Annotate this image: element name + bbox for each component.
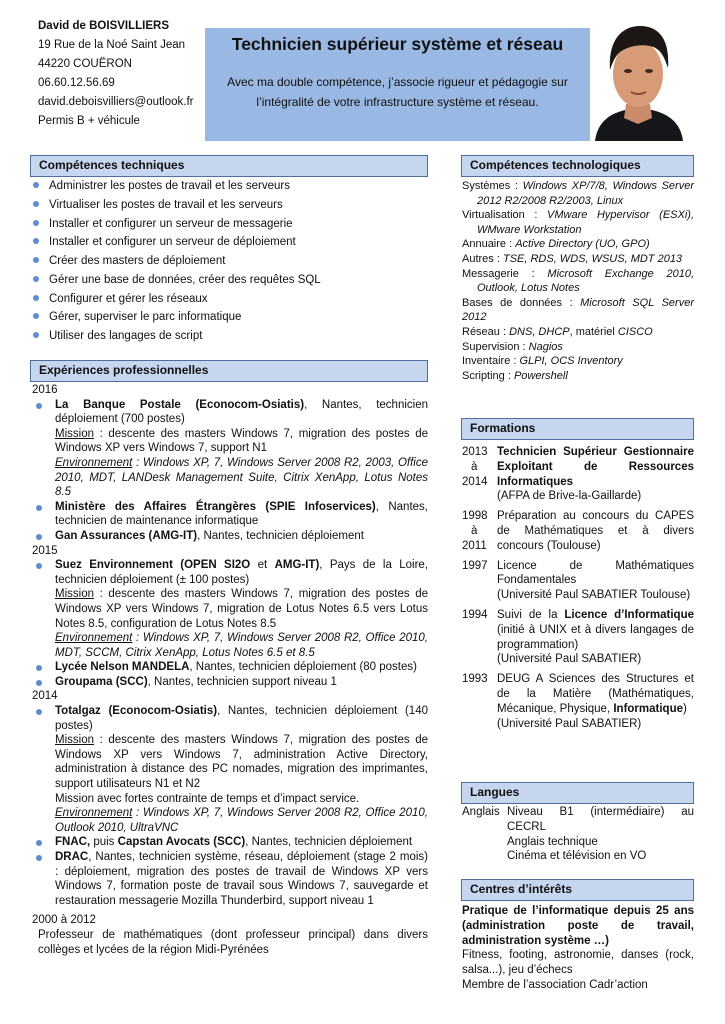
formation-place: (Université Paul SABATIER): [497, 717, 642, 730]
environment-label: Environnement: [55, 456, 133, 469]
tech-value: DNS, DHCP: [509, 325, 570, 338]
environment-label: Environnement: [55, 632, 133, 645]
tech-extra: , matériel: [569, 325, 618, 338]
interest-main: Pratique de l’informatique depuis 25 ans (administration poste de travail, administration système …): [462, 905, 694, 947]
address-line-2: 44220 COUËRON: [38, 58, 132, 70]
tech-label: Virtualisation :: [462, 209, 548, 222]
langues-block: [462, 805, 694, 864]
tech-label: Annuaire :: [462, 238, 516, 251]
interests-block: [462, 904, 694, 993]
portrait-image: [590, 18, 687, 141]
tech-row: [462, 208, 694, 237]
formation-year: 1997: [462, 559, 488, 572]
tech-row: [462, 252, 694, 267]
job-role: , Nantes, technicien de maintenance informatique: [55, 500, 428, 528]
section-heading-technologies: Compétences technologiques: [461, 155, 694, 177]
tech-label: Inventaire :: [462, 355, 520, 368]
driving-license: Permis B + véhicule: [38, 115, 140, 127]
mission-label: Mission: [55, 427, 94, 440]
person-name: David de BOISVILLIERS: [38, 20, 169, 32]
mission-label: Mission: [55, 734, 94, 747]
company-name: Lycée Nelson MANDELA: [55, 661, 190, 674]
tech-row: [462, 296, 694, 325]
language-level: Niveau B1 (intermédiaire) au CECRL: [507, 806, 694, 833]
tech-value: Microsoft SQL Server 2012: [462, 296, 694, 324]
year-label: 2014: [32, 690, 58, 703]
experience-item: [32, 675, 428, 690]
tech-row: [462, 237, 694, 252]
formation-place: (AFPA de Brive-la-Gaillarde): [497, 490, 642, 503]
formation-title: Informatique: [613, 702, 683, 715]
list-item: Installer et configurer un serveur de déploiement: [32, 233, 428, 252]
section-heading-experiences: Expériences professionnelles: [30, 360, 428, 382]
section-heading-formations: Formations: [461, 418, 694, 440]
conjunction: puis: [90, 836, 118, 849]
mission-note: Mission avec fortes contrainte de temps et d’impact service.: [55, 792, 360, 805]
tech-label: Supervision :: [462, 340, 529, 353]
experience-item: [32, 500, 428, 529]
competences-list: [32, 177, 428, 346]
list-item: Créer des masters de déploiement: [32, 252, 428, 271]
tech-label: Bases de données :: [462, 296, 581, 309]
formation-text: ): [683, 702, 687, 715]
tech-value: Nagios: [528, 340, 563, 353]
company-name-2: AMG-IT): [274, 559, 320, 572]
formation-year: 1998: [462, 510, 488, 523]
formation-place: (Université Paul SABATIER Toulouse): [497, 589, 691, 602]
environment-label: Environnement: [55, 807, 133, 820]
profile-photo: [590, 18, 687, 141]
formation-title: Technicien Supérieur Gestionnaire Exploitant de Ressources Informatiques: [497, 446, 694, 488]
list-item: Gérer une base de données, créer des requêtes SQL: [32, 271, 428, 290]
formation-place: (Université Paul SABATIER): [497, 653, 642, 666]
list-item: Gérer, superviser le parc informatique: [32, 308, 428, 327]
formation-year: 2013: [462, 446, 488, 458]
job-role: , Nantes, technicien support niveau 1: [147, 675, 337, 688]
tech-value: Active Directory (UO, GPO): [515, 238, 650, 251]
formation-year: 2011: [462, 539, 487, 552]
experience-item: [32, 704, 428, 835]
phone-number: 06.60.12.56.69: [38, 77, 115, 89]
section-heading-langues: Langues: [461, 782, 694, 804]
tech-value: VMware Hypervisor (ESXi), WMware Workstation: [477, 209, 694, 236]
banner-subtitle: Avec ma double compétence, j’associe rigueur et pédagogie sur l’intégralité de votre infrastructure système et réseau.: [227, 75, 568, 109]
formation-entry: [462, 608, 694, 667]
language-detail: Cinéma et télévision en VO: [507, 850, 647, 863]
experience-item: [32, 850, 428, 908]
mission-text: : descente des masters Windows 7, migration des postes de Windows XP vers Windows 7, support N1: [55, 427, 428, 455]
tech-label: Messagerie :: [462, 267, 548, 280]
formation-entry: [462, 509, 694, 553]
formation-entry: [462, 672, 694, 731]
environment-text: : Windows XP, 7, Windows Server 2008 R2, Office 2010, MDT, SCCM, Citrix XenApp, Lotus Notes 6.5 et 8.5: [55, 632, 428, 659]
year-label: 2016: [32, 384, 58, 396]
formation-year: 1994: [462, 608, 488, 621]
company-name: Gan Assurances (AMG-IT): [55, 529, 198, 542]
year-label: 2015: [32, 544, 58, 557]
formation-year: 2014: [462, 475, 488, 488]
formation-year-sep: à: [471, 524, 478, 537]
job-role: , Nantes, technicien déploiement: [245, 836, 413, 849]
job-role: , Nantes, technicien système, réseau, déploiement (stage 2 mois) : déploiement, migration des postes de travail de Windows XP vers Windows 7, formation poste de travail sous Windows 7, sauvegarde et restauration messagerie Mozilla Thunderbird, support niveau 1: [55, 851, 428, 907]
contact-block: [38, 17, 203, 131]
tech-value: GLPI, OCS Inventory: [519, 355, 623, 368]
formation-title: Préparation au concours du CAPES de Mathématiques et à divers concours (Toulouse): [497, 510, 694, 552]
formation-entry: [462, 445, 694, 504]
technologies-block: [462, 179, 694, 383]
section-heading-interets: Centres d’intérêts: [461, 879, 694, 901]
tech-row: [462, 340, 694, 355]
list-item: Utiliser des langages de script: [32, 327, 428, 346]
experience-item: [32, 660, 428, 675]
job-role: , Nantes, technicien déploiement: [197, 529, 364, 542]
experience-item: [32, 835, 428, 850]
tech-value: TSE, RDS, WDS, WSUS, MDT 2013: [502, 252, 683, 265]
job-title: Technicien supérieur système et réseau: [231, 34, 564, 54]
list-item: Installer et configurer un serveur de messagerie: [32, 215, 428, 234]
company-name: Ministère des Affaires Étrangères (SPIE Infoservices): [55, 500, 376, 513]
job-role: , Nantes, technicien déploiement (140 postes): [55, 705, 428, 732]
experience-item: [32, 398, 428, 500]
teaching-text: Professeur de mathématiques (dont professeur principal) dans divers collèges et lycées de la région Midi-Pyrénées: [38, 928, 428, 956]
company-name: FNAC,: [55, 836, 91, 849]
company-name: Groupama (SCC): [55, 675, 148, 688]
tech-value: Windows XP/7/8, Windows Server 2012 R2/2008 R2/2003, Linux: [477, 180, 694, 207]
experiences-block: [32, 383, 428, 957]
job-role: , Pays de la Loire, technicien déploiement (± 100 postes): [55, 559, 428, 586]
list-item: Configurer et gérer les réseaux: [32, 290, 428, 309]
tech-value: Microsoft Exchange 2010, Outlook, Lotus Notes: [477, 267, 694, 295]
environment-text: : Windows XP, 7, Windows Server 2008 R2, 2003, Office 2010, MDT, LANDesk Management Suite, Citrix XenApp, Lotus Notes 8.5: [55, 456, 428, 499]
job-role: , Nantes, technicien déploiement (700 postes): [55, 398, 428, 426]
environment-text: : Windows XP, 7, Windows Server 2008 R2, Office 2010, Outlook 2010, UltraVNC: [55, 807, 428, 834]
company-name: DRAC: [55, 851, 89, 863]
list-item: Virtualiser les postes de travail et les serveurs: [32, 196, 428, 215]
tech-label: Scripting :: [462, 369, 514, 382]
company-name: Suez Environnement (OPEN SI2O: [55, 559, 251, 572]
tech-label: Systèmes :: [462, 180, 523, 192]
formation-entry: [462, 559, 694, 603]
formation-year: 1993: [462, 673, 488, 686]
experience-item: [32, 558, 428, 660]
tech-value: CISCO: [617, 325, 653, 338]
tech-row: [462, 325, 694, 340]
year-label: 2000 à 2012: [32, 914, 96, 927]
interest-hobbies: Fitness, footing, astronomie, danses (rock, salsa...), jeu d’échecs: [462, 949, 694, 977]
email-address[interactable]: david.deboisvilliers@outlook.fr: [38, 96, 194, 108]
tech-label: Autres :: [462, 252, 503, 265]
formation-text: (initié à UNIX et à divers langages de programmation): [497, 623, 694, 651]
tech-row: [462, 179, 694, 208]
tech-row: [462, 267, 694, 296]
formations-block: [462, 445, 694, 736]
tech-label: Réseau :: [462, 325, 510, 338]
mission-label: Mission: [55, 588, 94, 601]
title-banner: [205, 28, 590, 141]
conjunction: et: [250, 559, 275, 572]
tech-row: [462, 354, 694, 369]
formation-year-sep: à: [471, 460, 478, 473]
mission-text: : descente des masters Windows 7, migration des postes de Windows XP vers Windows 7, migration de Lotus Notes 6.5 vers Lotus Notes 8.5, configuration de Lotus Notes 8.5: [55, 588, 428, 630]
list-item: Administrer les postes de travail et les serveurs: [32, 177, 428, 196]
section-heading-competences: Compétences techniques: [30, 155, 428, 177]
mission-text: : descente des masters Windows 7, migration des postes de Windows XP vers Windows 7, administration Active Directory, administration à distance des PC nomades, migration des imprimantes, support utilisateurs N1 et N2: [55, 734, 428, 791]
language-name: Anglais: [462, 806, 500, 818]
address-line-1: 19 Rue de la Noé Saint Jean: [38, 39, 186, 51]
formation-title: Licence de Mathématiques Fondamentales: [497, 559, 694, 587]
language-detail: Anglais technique: [507, 835, 598, 848]
experience-item: [32, 529, 428, 544]
tech-row: [462, 369, 694, 384]
company-name-2: Capstan Avocats (SCC): [117, 836, 246, 849]
formation-text: Suivi de la: [497, 608, 565, 621]
formation-text: DEUG A Sciences des Structures et de la Matière (Mathématiques, Mécanique, Physique,: [497, 673, 694, 715]
tech-value: Powershell: [513, 369, 568, 382]
company-name: Totalgaz (Econocom-Osiatis): [55, 705, 218, 718]
interest-association: Membre de l’association Cadr’action: [462, 978, 648, 991]
company-name: La Banque Postale (Econocom-Osiatis): [55, 398, 305, 411]
formation-title: Licence d’Informatique: [564, 608, 694, 621]
job-role: , Nantes, technicien déploiement (80 postes): [189, 661, 417, 674]
